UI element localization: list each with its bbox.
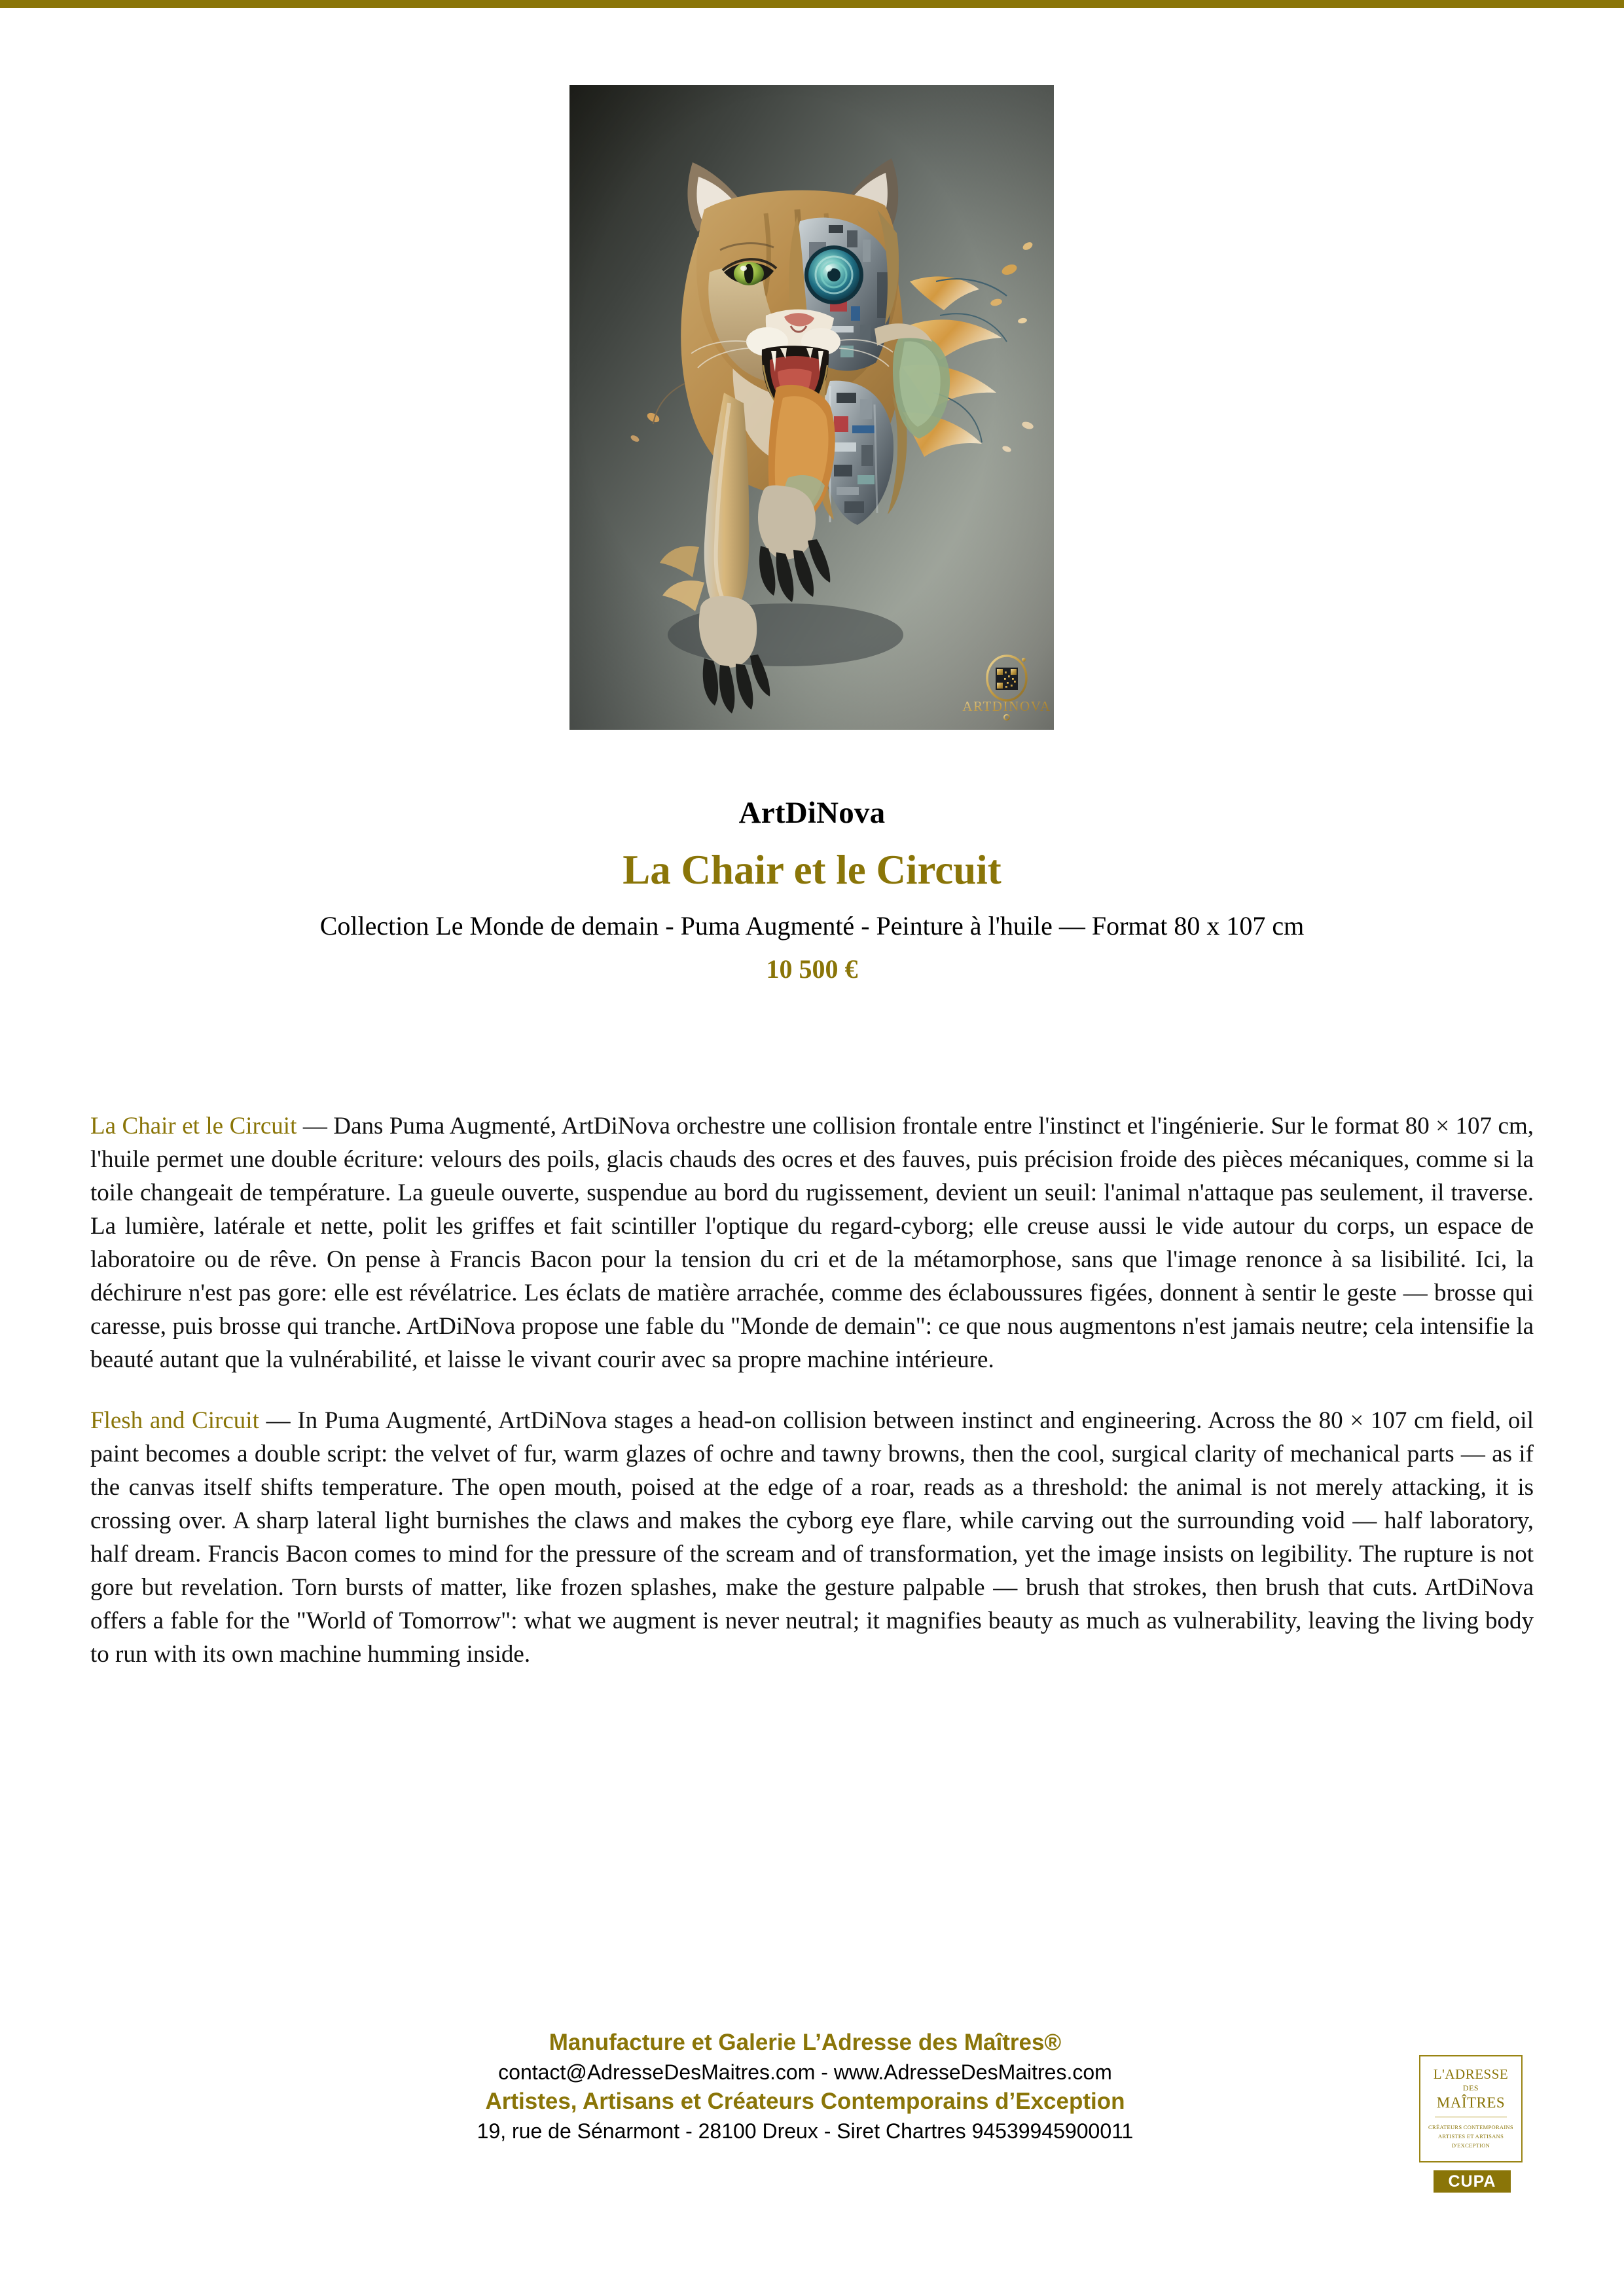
- brand-logo-tagline2: ARTISTES ET ARTISANS: [1437, 2133, 1504, 2140]
- brand-logo-box: [1419, 2055, 1523, 2162]
- svg-text:ARTDINOVA: ARTDINOVA: [962, 698, 1051, 714]
- work-subtitle: Collection Le Monde de demain - Puma Augmenté - Peinture à l'huile — Format 80 x 107 cm: [319, 911, 1305, 941]
- description-dash-fr: —: [297, 1113, 334, 1139]
- footer-tagline: Artistes, Artisans et Créateurs Contemporains d’Exception: [485, 2089, 1125, 2114]
- top-accent-rule: [0, 0, 1624, 8]
- brand-logo: [1419, 2055, 1524, 2193]
- description-paragraph-fr: [90, 1109, 1534, 1376]
- artwork-figure: [569, 85, 1054, 730]
- brand-logo-line3: MAÎTRES: [1436, 2094, 1506, 2111]
- brand-logo-tagline3: D'EXCEPTION: [1451, 2142, 1490, 2149]
- description-lead-en: Flesh and Circuit: [90, 1407, 259, 1434]
- description-dash-en: —: [259, 1407, 298, 1434]
- brand-logo-line2: DES: [1462, 2083, 1479, 2092]
- footer-contact-line[interactable]: contact@AdresseDesMaitres.com - www.AdresseDesMaitres.com: [498, 2060, 1112, 2084]
- brand-logo-tagline1: CRÉATEURS CONTEMPORAINS: [1428, 2124, 1513, 2130]
- footer-address-line: 19, rue de Sénarmont - 28100 Dreux - Siret Chartres 94539945900011: [477, 2119, 1134, 2143]
- description-body-en: In Puma Augmenté, ArtDiNova stages a head-on collision between instinct and engineering. Across the 80 × 107 cm field, oil paint becomes a double script: the velvet of fur, warm glazes of ochre and tawny browns, then the cool, surgical clarity of mechanical parts — as if the canvas itself shifts temperature. The open mouth, poised at the edge of a roar, reads as a threshold: the animal is not merely attacking, it is crossing over. A sharp lateral light burnishes the claws and makes the cyborg eye flare, while carving out the surrounding void — half laboratory, half dream. Francis Bacon comes to mind for the pressure of the scream and of transformation, yet the image insists on legibility. The rupture is not gore but revelation. Torn bursts of matter, like frozen splashes, make the gesture palpable — brush that strokes, then brush that cuts. ArtDiNova offers a fable for the "World of Tomorrow": what we augment is never neutral; it magnifies beauty as much as vulnerability, leaving the living body to run with its own machine humming inside.: [90, 1407, 1534, 1668]
- footer-contact-block: [249, 2028, 1362, 2145]
- artist-name: ArtDiNova: [738, 796, 886, 830]
- description-paragraph-en: [90, 1404, 1534, 1671]
- description-body-fr: Dans Puma Augmenté, ArtDiNova orchestre une collision frontale entre l'instinct et l'ingénierie. Sur le format 80 × 107 cm, l'huile permet une double écriture: velours des poils, glacis chauds des ocres et des fauves, puis précision froide des pièces mécaniques, comme si la toile changeait de température. La gueule ouverte, suspendue au bord du rugissement, devient un seuil: l'animal n'attaque pas seulement, il traverse. La lumière, latérale et nette, polit les griffes et fait scintiller l'optique du regard-cyborg; elle creuse aussi le vide autour du corps, un espace de laboratoire ou de rêve. On pense à Francis Bacon pour la tension du cri et de la métamorphose, sans que l'image renonce à sa lisibilité. Ici, la déchirure n'est pas gore: elle est révélatrice. Les éclats de matière arrachée, comme des éclaboussures figées, donnent à sentir le geste — brosse qui caresse, puis brosse qui tranche. ArtDiNova propose une fable du "Monde de demain": ce que nous augmentons n'est jamais neutre; cela intensifie la beauté autant que la vulnérabilité, et laisse le vivant courir avec sa propre machine intérieure.: [90, 1113, 1534, 1373]
- work-price: 10 500 €: [766, 954, 858, 984]
- description-section: [90, 1109, 1534, 1671]
- brand-logo-line1: L'ADRESSE: [1433, 2066, 1509, 2082]
- title-block: [0, 795, 1624, 985]
- page-title: La Chair et le Circuit: [623, 847, 1001, 893]
- artwork-image: [569, 85, 1054, 730]
- description-lead-fr: La Chair et le Circuit: [90, 1113, 297, 1139]
- footer-company-name: Manufacture et Galerie L’Adresse des Maîtres®: [549, 2030, 1062, 2055]
- cupa-badge: CUPA: [1434, 2170, 1511, 2193]
